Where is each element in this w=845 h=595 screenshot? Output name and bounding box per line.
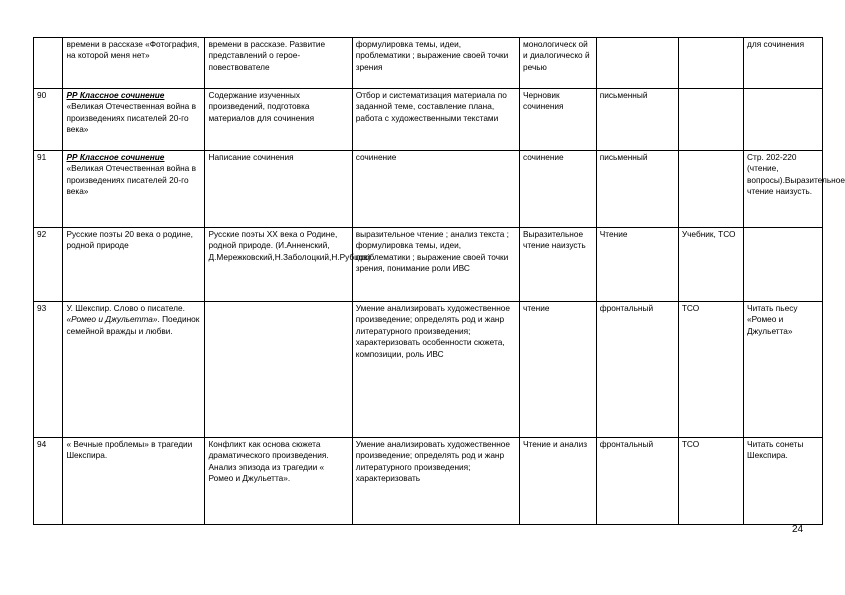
lesson-equipment — [678, 151, 743, 228]
lesson-equipment — [678, 89, 743, 151]
lesson-equipment: Учебник, ТСО — [678, 228, 743, 302]
lesson-number: 90 — [34, 89, 63, 151]
lesson-number: 92 — [34, 228, 63, 302]
lesson-plan-table — [33, 37, 845, 525]
topic-text: «Великая Отечественная война в произведениях писателей 20-го века» — [66, 163, 197, 197]
lesson-content: Написание сочинения — [205, 151, 352, 228]
lesson-homework: Стр. 202-220 (чтение, вопросы).Выразительное чтение наизусть. — [744, 151, 823, 228]
lesson-homework — [744, 89, 823, 151]
lesson-content: Содержание изученных произведений, подготовка материалов для сочинения — [205, 89, 352, 151]
lesson-control: Чтение — [596, 228, 678, 302]
lesson-skills: Отбор и систематизация материала по заданной теме, составление плана, работа с художественными текстами — [352, 89, 519, 151]
topic-text: « Вечные проблемы» в трагедии Шекспира. — [66, 439, 193, 461]
topic-rr-label: РР Классное сочинение — [66, 152, 165, 162]
lesson-equipment: ТСО — [678, 302, 743, 438]
lesson-topic — [63, 302, 205, 438]
lesson-homework — [744, 228, 823, 302]
topic-text: Русские поэты 20 века о родине, родной природе — [66, 229, 193, 251]
topic-rr-label: РР Классное сочинение — [66, 90, 165, 100]
topic-text-rest: . Поединок семейной вражды и любви. — [66, 314, 200, 336]
lesson-control: фронтальный — [596, 438, 678, 525]
lesson-content: Конфликт как основа сюжета драматического произведения. Анализ эпизода из трагедии « Ромео и Джульетта». — [205, 438, 352, 525]
lesson-content — [205, 302, 352, 438]
lesson-skills: Умение анализировать художественное произведение; определять род и жанр литературного произведения; характеризовать особенности сюжета, композиции, роль ИВС — [352, 302, 519, 438]
lesson-equipment: ТСО — [678, 438, 743, 525]
lesson-equipment — [678, 38, 743, 89]
lesson-number: 93 — [34, 302, 63, 438]
lesson-activity: сочинение — [520, 151, 597, 228]
lesson-control — [596, 38, 678, 89]
lesson-topic — [63, 151, 205, 228]
lesson-skills: сочинение — [352, 151, 519, 228]
lesson-activity: Чтение и анализ — [520, 438, 597, 525]
lesson-control: письменный — [596, 89, 678, 151]
topic-text: «Великая Отечественная война в произведениях писателей 20-го века» — [66, 101, 197, 135]
page-number: 24 — [792, 524, 804, 535]
topic-text: времени в рассказе «Фотография, на которой меня нет» — [66, 39, 200, 61]
table-row — [34, 302, 823, 438]
lesson-number: 94 — [34, 438, 63, 525]
lesson-skills: Умение анализировать художественное произведение; определять род и жанр литературного произведения; характеризовать — [352, 438, 519, 525]
lesson-topic — [63, 89, 205, 151]
table-row — [34, 228, 823, 302]
lesson-homework: для сочинения — [744, 38, 823, 89]
lesson-content: Русские поэты XX века о Родине, родной природе. (И.Анненский, Д.Мережковский,Н.Заболоцкий,Н.Рубцов) — [205, 228, 352, 302]
table-row — [34, 438, 823, 525]
lesson-number — [34, 38, 63, 89]
lesson-activity: чтение — [520, 302, 597, 438]
lesson-activity: Выразительное чтение наизусть — [520, 228, 597, 302]
lesson-content: времени в рассказе. Развитие представлений о герое-повествователе — [205, 38, 352, 89]
lesson-homework: Читать сонеты Шекспира. — [744, 438, 823, 525]
topic-text: У. Шекспир. Слово о писателе. — [66, 303, 185, 313]
lesson-activity: монологическ ой и диалогическо й речью — [520, 38, 597, 89]
lesson-activity: Черновик сочинения — [520, 89, 597, 151]
table-row — [34, 38, 823, 89]
lesson-control: письменный — [596, 151, 678, 228]
topic-work-title: «Ромео и Джульетта» — [66, 314, 158, 325]
lesson-number: 91 — [34, 151, 63, 228]
lesson-homework: Читать пьесу «Ромео и Джульетта» — [744, 302, 823, 438]
lesson-control: фронтальный — [596, 302, 678, 438]
lesson-topic — [63, 38, 205, 89]
lesson-topic — [63, 228, 205, 302]
table-row — [34, 151, 823, 228]
lesson-skills: формулировка темы, идеи, проблематики ; выражение своей точки зрения — [352, 38, 519, 89]
table-row — [34, 89, 823, 151]
lesson-skills: выразительное чтение ; анализ текста ; формулировка темы, идеи, проблематики ; выражение своей точки зрения, понимание роли ИВС — [352, 228, 519, 302]
lesson-topic — [63, 438, 205, 525]
